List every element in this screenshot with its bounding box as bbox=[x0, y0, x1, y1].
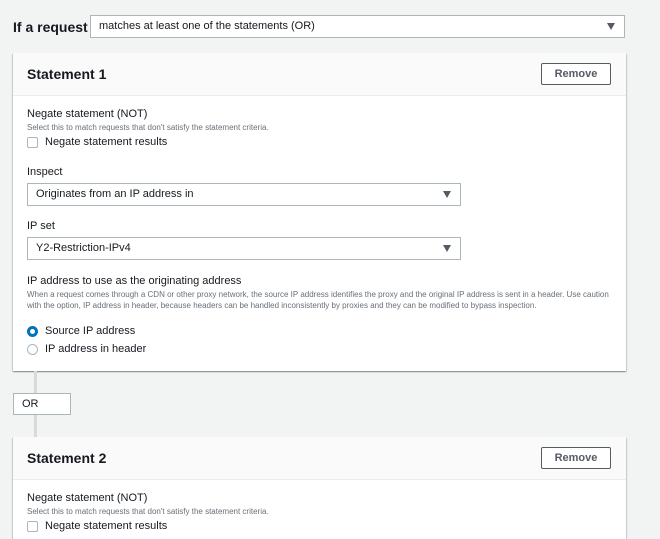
match-mode-select[interactable] bbox=[90, 15, 625, 38]
radio-ip-header-label: IP address in header bbox=[45, 343, 147, 355]
caret-down-icon bbox=[443, 245, 451, 252]
connector-line-bottom bbox=[34, 415, 37, 437]
ipset-select[interactable] bbox=[27, 237, 461, 260]
radio-source-ip-row[interactable] bbox=[27, 325, 135, 337]
statement-1-header bbox=[13, 53, 626, 96]
radio-source-ip[interactable] bbox=[27, 326, 38, 337]
statement-1-remove-button[interactable]: Remove bbox=[541, 63, 611, 85]
ipset-label: IP set bbox=[27, 220, 55, 232]
statement-2-header bbox=[13, 437, 626, 480]
negate-checkbox-row[interactable] bbox=[27, 136, 167, 148]
statement-1-title: Statement 1 bbox=[27, 66, 107, 82]
negate-description: Select this to match requests that don't satisfy the statement criteria. bbox=[27, 507, 269, 516]
negate-label: Negate statement (NOT) bbox=[27, 108, 148, 120]
rule-condition-row bbox=[13, 15, 625, 38]
match-mode-value: matches at least one of the statements (OR) bbox=[99, 20, 315, 32]
statement-2-remove-button[interactable]: Remove bbox=[541, 447, 611, 469]
ip-source-description: When a request comes through a CDN or other proxy network, the source IP address identifies the proxy and the original IP address is sent in a header. Use caution with the option, IP address in header, because headers can be handled inconsistently by proxies and they can be modified to bypass inspection. bbox=[27, 290, 609, 310]
ipset-value: Y2-Restriction-IPv4 bbox=[36, 242, 131, 254]
radio-source-ip-label: Source IP address bbox=[45, 325, 136, 337]
negate-checkbox-label: Negate statement results bbox=[45, 520, 168, 532]
caret-down-icon bbox=[607, 23, 615, 30]
statement-2-panel bbox=[13, 437, 626, 539]
radio-header-row[interactable] bbox=[27, 343, 146, 355]
negate-description: Select this to match requests that don't satisfy the statement criteria. bbox=[27, 123, 269, 132]
logic-operator-box: OR bbox=[13, 393, 71, 415]
statement-2-title: Statement 2 bbox=[27, 450, 107, 466]
negate-checkbox[interactable] bbox=[27, 521, 38, 532]
connector-line-top bbox=[34, 371, 37, 393]
ip-source-label: IP address to use as the originating address bbox=[27, 275, 242, 287]
inspect-value: Originates from an IP address in bbox=[36, 188, 194, 200]
negate-checkbox-row[interactable] bbox=[27, 520, 167, 532]
radio-ip-header[interactable] bbox=[27, 344, 38, 355]
inspect-label: Inspect bbox=[27, 166, 63, 178]
if-request-label: If a request bbox=[13, 18, 88, 35]
caret-down-icon bbox=[443, 191, 451, 198]
statement-1-panel bbox=[13, 53, 626, 371]
negate-label: Negate statement (NOT) bbox=[27, 492, 148, 504]
negate-checkbox-label: Negate statement results bbox=[45, 136, 168, 148]
inspect-select[interactable] bbox=[27, 183, 461, 206]
negate-checkbox[interactable] bbox=[27, 137, 38, 148]
